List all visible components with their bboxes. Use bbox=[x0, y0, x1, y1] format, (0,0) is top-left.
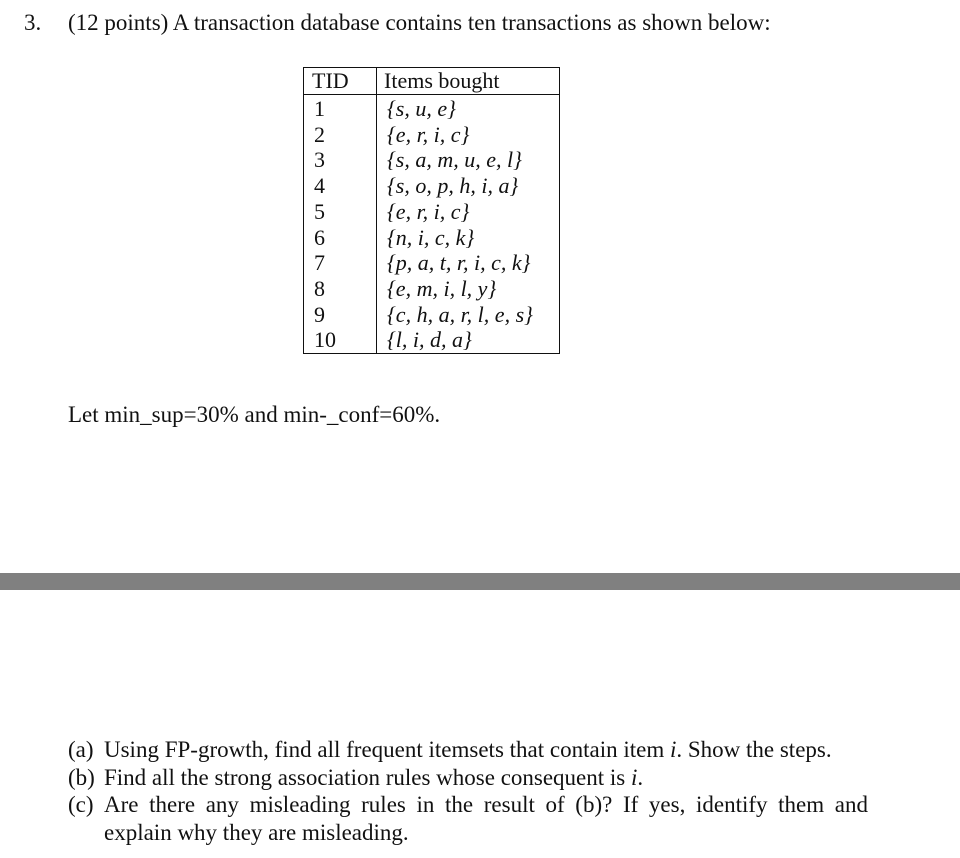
part-b bbox=[68, 764, 868, 792]
thresholds-text: Let min_sup=30% and min-_conf=60%. bbox=[68, 402, 441, 427]
part-label: (a) bbox=[68, 737, 94, 762]
tid-cell: 6 bbox=[304, 225, 377, 251]
tid-cell: 8 bbox=[304, 276, 377, 302]
column-header-items: Items bought bbox=[377, 68, 560, 95]
items-cell: {s, a, m, u, e, l} bbox=[377, 147, 560, 173]
table-row bbox=[304, 147, 560, 173]
part-text bbox=[104, 764, 868, 792]
items-cell: {e, r, i, c} bbox=[377, 122, 560, 148]
transaction-table bbox=[303, 67, 560, 354]
items-cell: {s, o, p, h, i, a} bbox=[377, 173, 560, 199]
column-header-tid: TID bbox=[304, 68, 377, 95]
question-number: 3. bbox=[24, 10, 42, 35]
tid-cell: 4 bbox=[304, 173, 377, 199]
part-a bbox=[68, 736, 868, 764]
tid-cell: 5 bbox=[304, 199, 377, 225]
table-row bbox=[304, 302, 560, 328]
table-row bbox=[304, 173, 560, 199]
part-label: (b) bbox=[68, 764, 95, 790]
part-c bbox=[68, 791, 868, 846]
part-text-before: Find all the strong association rules whose consequent is bbox=[104, 764, 632, 790]
question-parts bbox=[68, 736, 868, 846]
items-cell: {c, h, a, r, l, e, s} bbox=[377, 302, 560, 328]
table-row bbox=[304, 199, 560, 225]
table-row bbox=[304, 250, 560, 276]
items-cell: {p, a, t, r, i, c, k} bbox=[377, 250, 560, 276]
table-row bbox=[304, 327, 560, 353]
tid-cell: 3 bbox=[304, 147, 377, 173]
items-cell: {e, m, i, l, y} bbox=[377, 276, 560, 302]
items-cell: {s, u, e} bbox=[377, 95, 560, 122]
table-header-row bbox=[304, 68, 560, 95]
tid-cell: 9 bbox=[304, 302, 377, 328]
part-text-before: Are there any misleading rules in the result of (b)? If yes, identify them and explain why they are misleading. bbox=[104, 792, 868, 845]
items-cell: {n, i, c, k} bbox=[377, 225, 560, 251]
items-cell: {l, i, d, a} bbox=[377, 327, 560, 353]
tid-cell: 2 bbox=[304, 122, 377, 148]
tid-cell: 1 bbox=[304, 95, 377, 122]
table-row bbox=[304, 225, 560, 251]
item-variable: i bbox=[631, 764, 638, 790]
question-intro: (12 points) A transaction database contains ten transactions as shown below: bbox=[68, 10, 771, 35]
tid-cell: 7 bbox=[304, 250, 377, 276]
item-variable: i bbox=[669, 737, 677, 762]
part-text bbox=[104, 791, 868, 846]
table-row bbox=[304, 276, 560, 302]
tid-cell: 10 bbox=[304, 327, 377, 353]
question-header bbox=[24, 10, 771, 36]
part-text-before: Using FP-growth, find all frequent itemsets that contain item bbox=[104, 737, 670, 762]
part-text-after: . bbox=[637, 764, 644, 790]
table-row bbox=[304, 95, 560, 122]
part-text-after: . Show the steps. bbox=[676, 737, 832, 762]
part-label: (c) bbox=[68, 792, 94, 817]
divider-bar bbox=[0, 573, 960, 590]
table-row bbox=[304, 122, 560, 148]
part-text bbox=[104, 736, 868, 764]
items-cell: {e, r, i, c} bbox=[377, 199, 560, 225]
